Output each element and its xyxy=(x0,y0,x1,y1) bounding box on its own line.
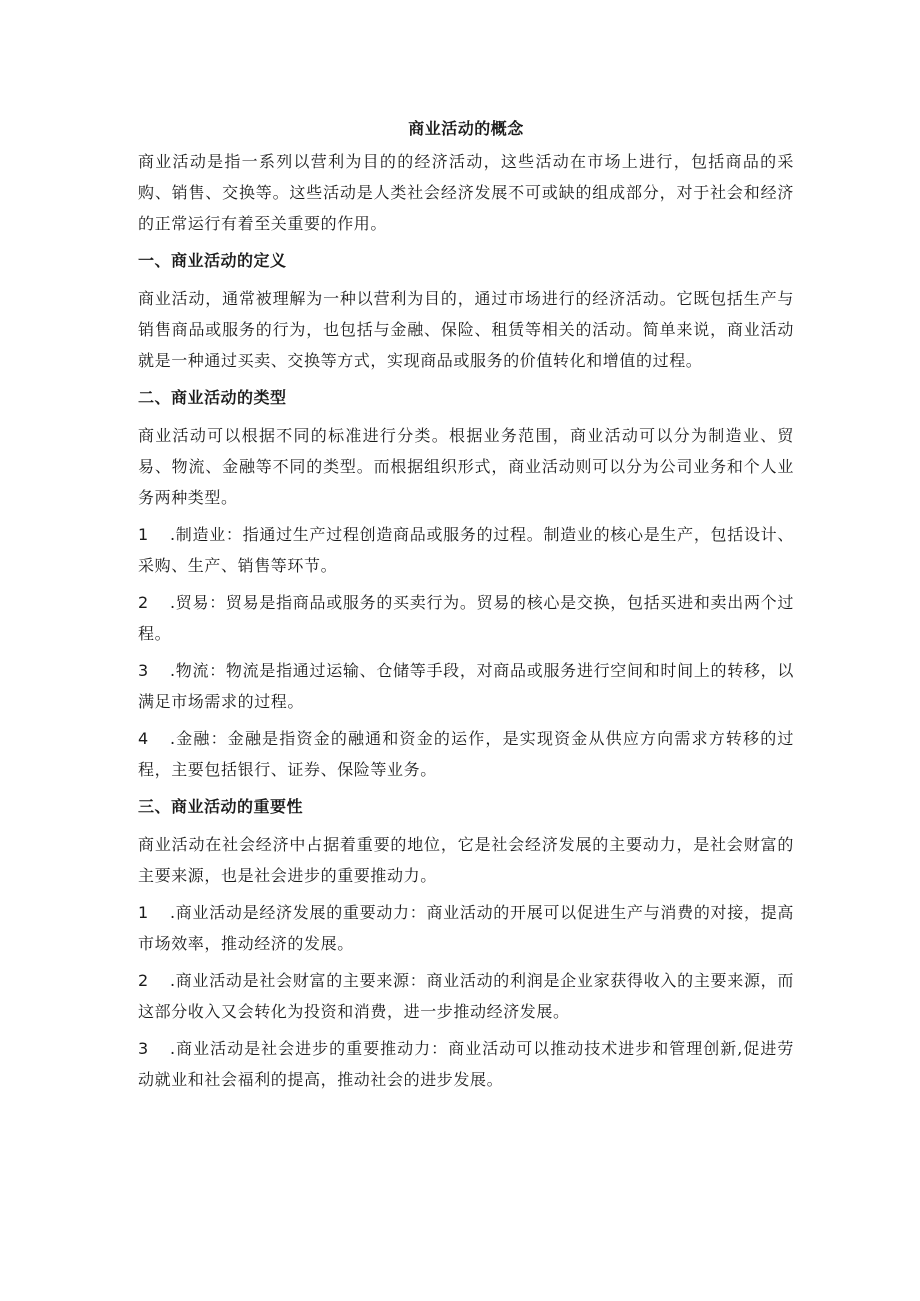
section-heading-definition: 一、商业活动的定义 xyxy=(138,251,287,270)
list-item xyxy=(138,1033,794,1095)
document-title: 商业活动的概念 xyxy=(408,119,524,138)
list-item-number: 2 xyxy=(138,593,149,612)
list-item-number: 1 xyxy=(138,525,149,544)
intro-paragraph: 商业活动是指一系列以营利为目的的经济活动，这些活动在市场上进行，包括商品的采购、销售、交换等。这些活动是人类社会经济发展不可或缺的组成部分，对于社会和经济的正常运行有着至关重要的作用。 xyxy=(138,152,794,233)
section-paragraph-importance: 商业活动在社会经济中占据着重要的地位，它是社会经济发展的主要动力，是社会财富的主要来源，也是社会进步的重要推动力。 xyxy=(138,835,794,885)
list-item-text: .制造业：指通过生产过程创造商品或服务的过程。制造业的核心是生产，包括设计、采购、生产、销售等环节。 xyxy=(138,525,794,575)
section-paragraph-types: 商业活动可以根据不同的标准进行分类。根据业务范围，商业活动可以分为制造业、贸易、物流、金融等不同的类型。而根据组织形式，商业活动则可以分为公司业务和个人业务两种类型。 xyxy=(138,426,794,507)
list-item-text: .商业活动是经济发展的重要动力：商业活动的开展可以促进生产与消费的对接，提高市场效率，推动经济的发展。 xyxy=(138,903,794,953)
list-item xyxy=(138,965,794,1027)
section-heading-importance: 三、商业活动的重要性 xyxy=(138,797,304,816)
list-item-text: .商业活动是社会财富的主要来源：商业活动的利润是企业家获得收入的主要来源，而这部分收入又会转化为投资和消费，进一步推动经济发展。 xyxy=(138,971,794,1021)
list-item-number: 3 xyxy=(138,661,149,680)
list-item xyxy=(138,587,794,649)
list-item xyxy=(138,655,794,717)
list-item-text: .金融：金融是指资金的融通和资金的运作，是实现资金从供应方向需求方转移的过程，主要包括银行、证券、保险等业务。 xyxy=(138,729,794,779)
section-paragraph-definition: 商业活动，通常被理解为一种以营利为目的，通过市场进行的经济活动。它既包括生产与销售商品或服务的行为，也包括与金融、保险、租赁等相关的活动。简单来说，商业活动就是一种通过买卖、交换等方式，实现商品或服务的价值转化和增值的过程。 xyxy=(138,289,794,370)
list-item xyxy=(138,723,794,785)
list-item xyxy=(138,519,794,581)
list-item xyxy=(138,897,794,959)
document-page xyxy=(138,112,794,1101)
list-item-number: 1 xyxy=(138,903,149,922)
list-item-number: 2 xyxy=(138,971,149,990)
list-item-text: .商业活动是社会进步的重要推动力：商业活动可以推动技术进步和管理创新,促进劳动就业和社会福利的提高，推动社会的进步发展。 xyxy=(138,1039,794,1089)
list-item-number: 3 xyxy=(138,1039,149,1058)
list-item-number: 4 xyxy=(138,729,149,748)
list-item-text: .物流：物流是指通过运输、仓储等手段，对商品或服务进行空间和时间上的转移，以满足市场需求的过程。 xyxy=(138,661,794,711)
section-heading-types: 二、商业活动的类型 xyxy=(138,388,287,407)
list-item-text: .贸易：贸易是指商品或服务的买卖行为。贸易的核心是交换，包括买进和卖出两个过程。 xyxy=(138,593,794,643)
